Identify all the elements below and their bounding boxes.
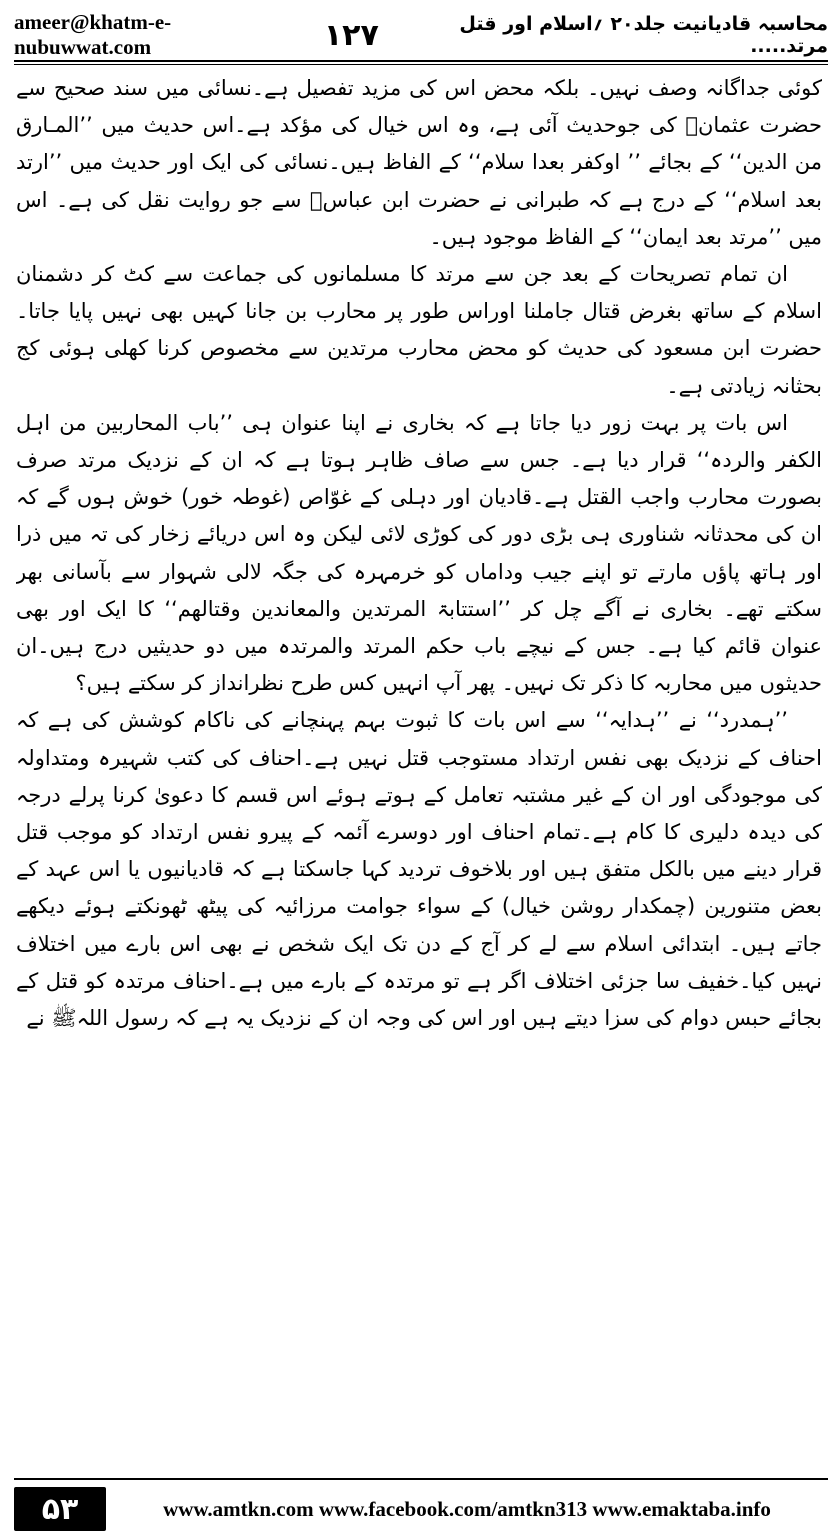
paragraph-3: اس بات پر بہت زور دیا جاتا ہے کہ بخاری نے اپنا عنوان ہی ’’باب المحاربین من اہل الکفر والردہ‘‘ قرار دیا ہے۔ جس سے صاف ظاہر ہوتا ہے کہ ان کے نزدیک مرتد صرف بصورت محارب واجب القتل ہے۔قادیان اور دہلی کے غوّاص (غوطہ خور) خوش ہوں گے کہ ان کی محدثانہ شناوری ہی بڑی دور کی کوڑی لائی لیکن وہ اس دریائے زخار کی تہ میں ذرا اور ہاتھ پاؤں مارتے تو اپنے جیب وداماں کو خرمہرہ کی جگہ لالی شہوار سے بآسانی بھر سکتے تھے۔ بخاری نے آگے چل کر ’’استتابۃ المرتدین والمعاندین وقتالھم‘‘ کا ایک اور بھی عنوان قائم کیا ہے۔ جس کے نیچے باب حکم المرتد والمرتدہ میں دو حدیثیں درج ہیں۔ان حدیثوں میں محاربہ کا ذکر تک نہیں۔ پھر آپ انہیں کس طرح نظرانداز کر سکتے ہیں؟: [16, 410, 822, 696]
footer-divider: [14, 1478, 828, 1480]
paragraph-2: ان تمام تصریحات کے بعد جن سے مرتد کا مسلمانوں کی جماعت سے کٹ کر دشمنان اسلام کے ساتھ بغرض قتال جاملنا اوراس طور پر محارب بن جانا کہیں بھی نہیں پایا جاتا۔حضرت ابن مسعود کی حدیث کو محض محارب مرتدین سے مخصوص کرنا کھلی ہوئی کج بحثانہ زیادتی ہے۔: [16, 262, 822, 398]
header-divider: [14, 60, 828, 65]
footer-websites[interactable]: www.amtkn.com www.facebook.com/amtkn313 www.emaktaba.info: [163, 1496, 771, 1521]
footer-page-number: ۵۳: [14, 1487, 106, 1531]
header-email: ameer@khatm-e-nubuwwat.com: [14, 10, 172, 59]
page-footer: [14, 1486, 828, 1532]
paragraph-4: ’’ہمدرد‘‘ نے ’’ہدایہ‘‘ سے اس بات کا ثبوت بہم پہنچانے کی ناکام کوشش کی ہے کہ احناف کے نزدیک بھی نفس ارتداد مستوجب قتل نہیں ہے۔احناف کی کتب شہیرہ ومتداولہ کی موجودگی اور ان کے غیر مشتبہ تعامل کے ہوتے ہوئے اس قسم کا دعویٰ کرنا پرلے درجہ کی دیدہ دلیری کا کام ہے۔تمام احناف اور دوسرے آئمہ کے پیرو نفس ارتداد کو موجب قتل قرار دینے میں بالکل متفق ہیں اور بلاخوف تردید کہا جاسکتا ہے کہ قادیانیوں یا اس عہد کے بعض متنورین (چمکدار روشن خیال) کے سواء جوامت مرزائیہ کی پیٹھ ٹھونکتے ہوئے دیکھے جاتے ہیں۔ ابتدائی اسلام سے لے کر آج کے دن تک ایک شخص نے بھی اس بارے میں اختلاف نہیں کیا۔خفیف سا جزئی اختلاف اگر ہے تو مرتدہ کے بارے میں ہے۔احناف مرتدہ کو قتل کے بجائے حبس دوام کی سزا دیتے ہیں اور اس کی وجہ ان کے نزدیک یہ ہے کہ رسول اللہﷺ نے: [16, 708, 822, 1031]
paragraph-1: کوئی جداگانہ وصف نہیں۔ بلکہ محض اس کی مزید تفصیل ہے۔نسائی میں سند صحیح سے حضرت عثمانؓ کی جوحدیث آئی ہے، وہ اس خیال کی مؤکد ہے۔اس حدیث میں ’’المـارق من الدین‘‘ کے بجائے ’’ اوکفر بعدا سلام‘‘ کے الفاظ ہیں۔نسائی کی ایک اور حدیث میں ’’ارتد بعد اسلام‘‘ کے درج ہے کہ طبرانی نے حضرت ابن عباسؓ سے جو روایت نقل کی ہے۔ اس میں ’’مرتد بعد ایمان‘‘ کے الفاظ موجود ہیں۔: [16, 76, 822, 249]
header-page-number: ۱۲۷: [323, 17, 379, 53]
header-title: محاسبہ قادیانیت جلد۲۰ ؍اسلام اور قتل مرتد.....: [459, 13, 828, 57]
page-header: [14, 10, 828, 59]
body-text: [16, 70, 822, 1462]
